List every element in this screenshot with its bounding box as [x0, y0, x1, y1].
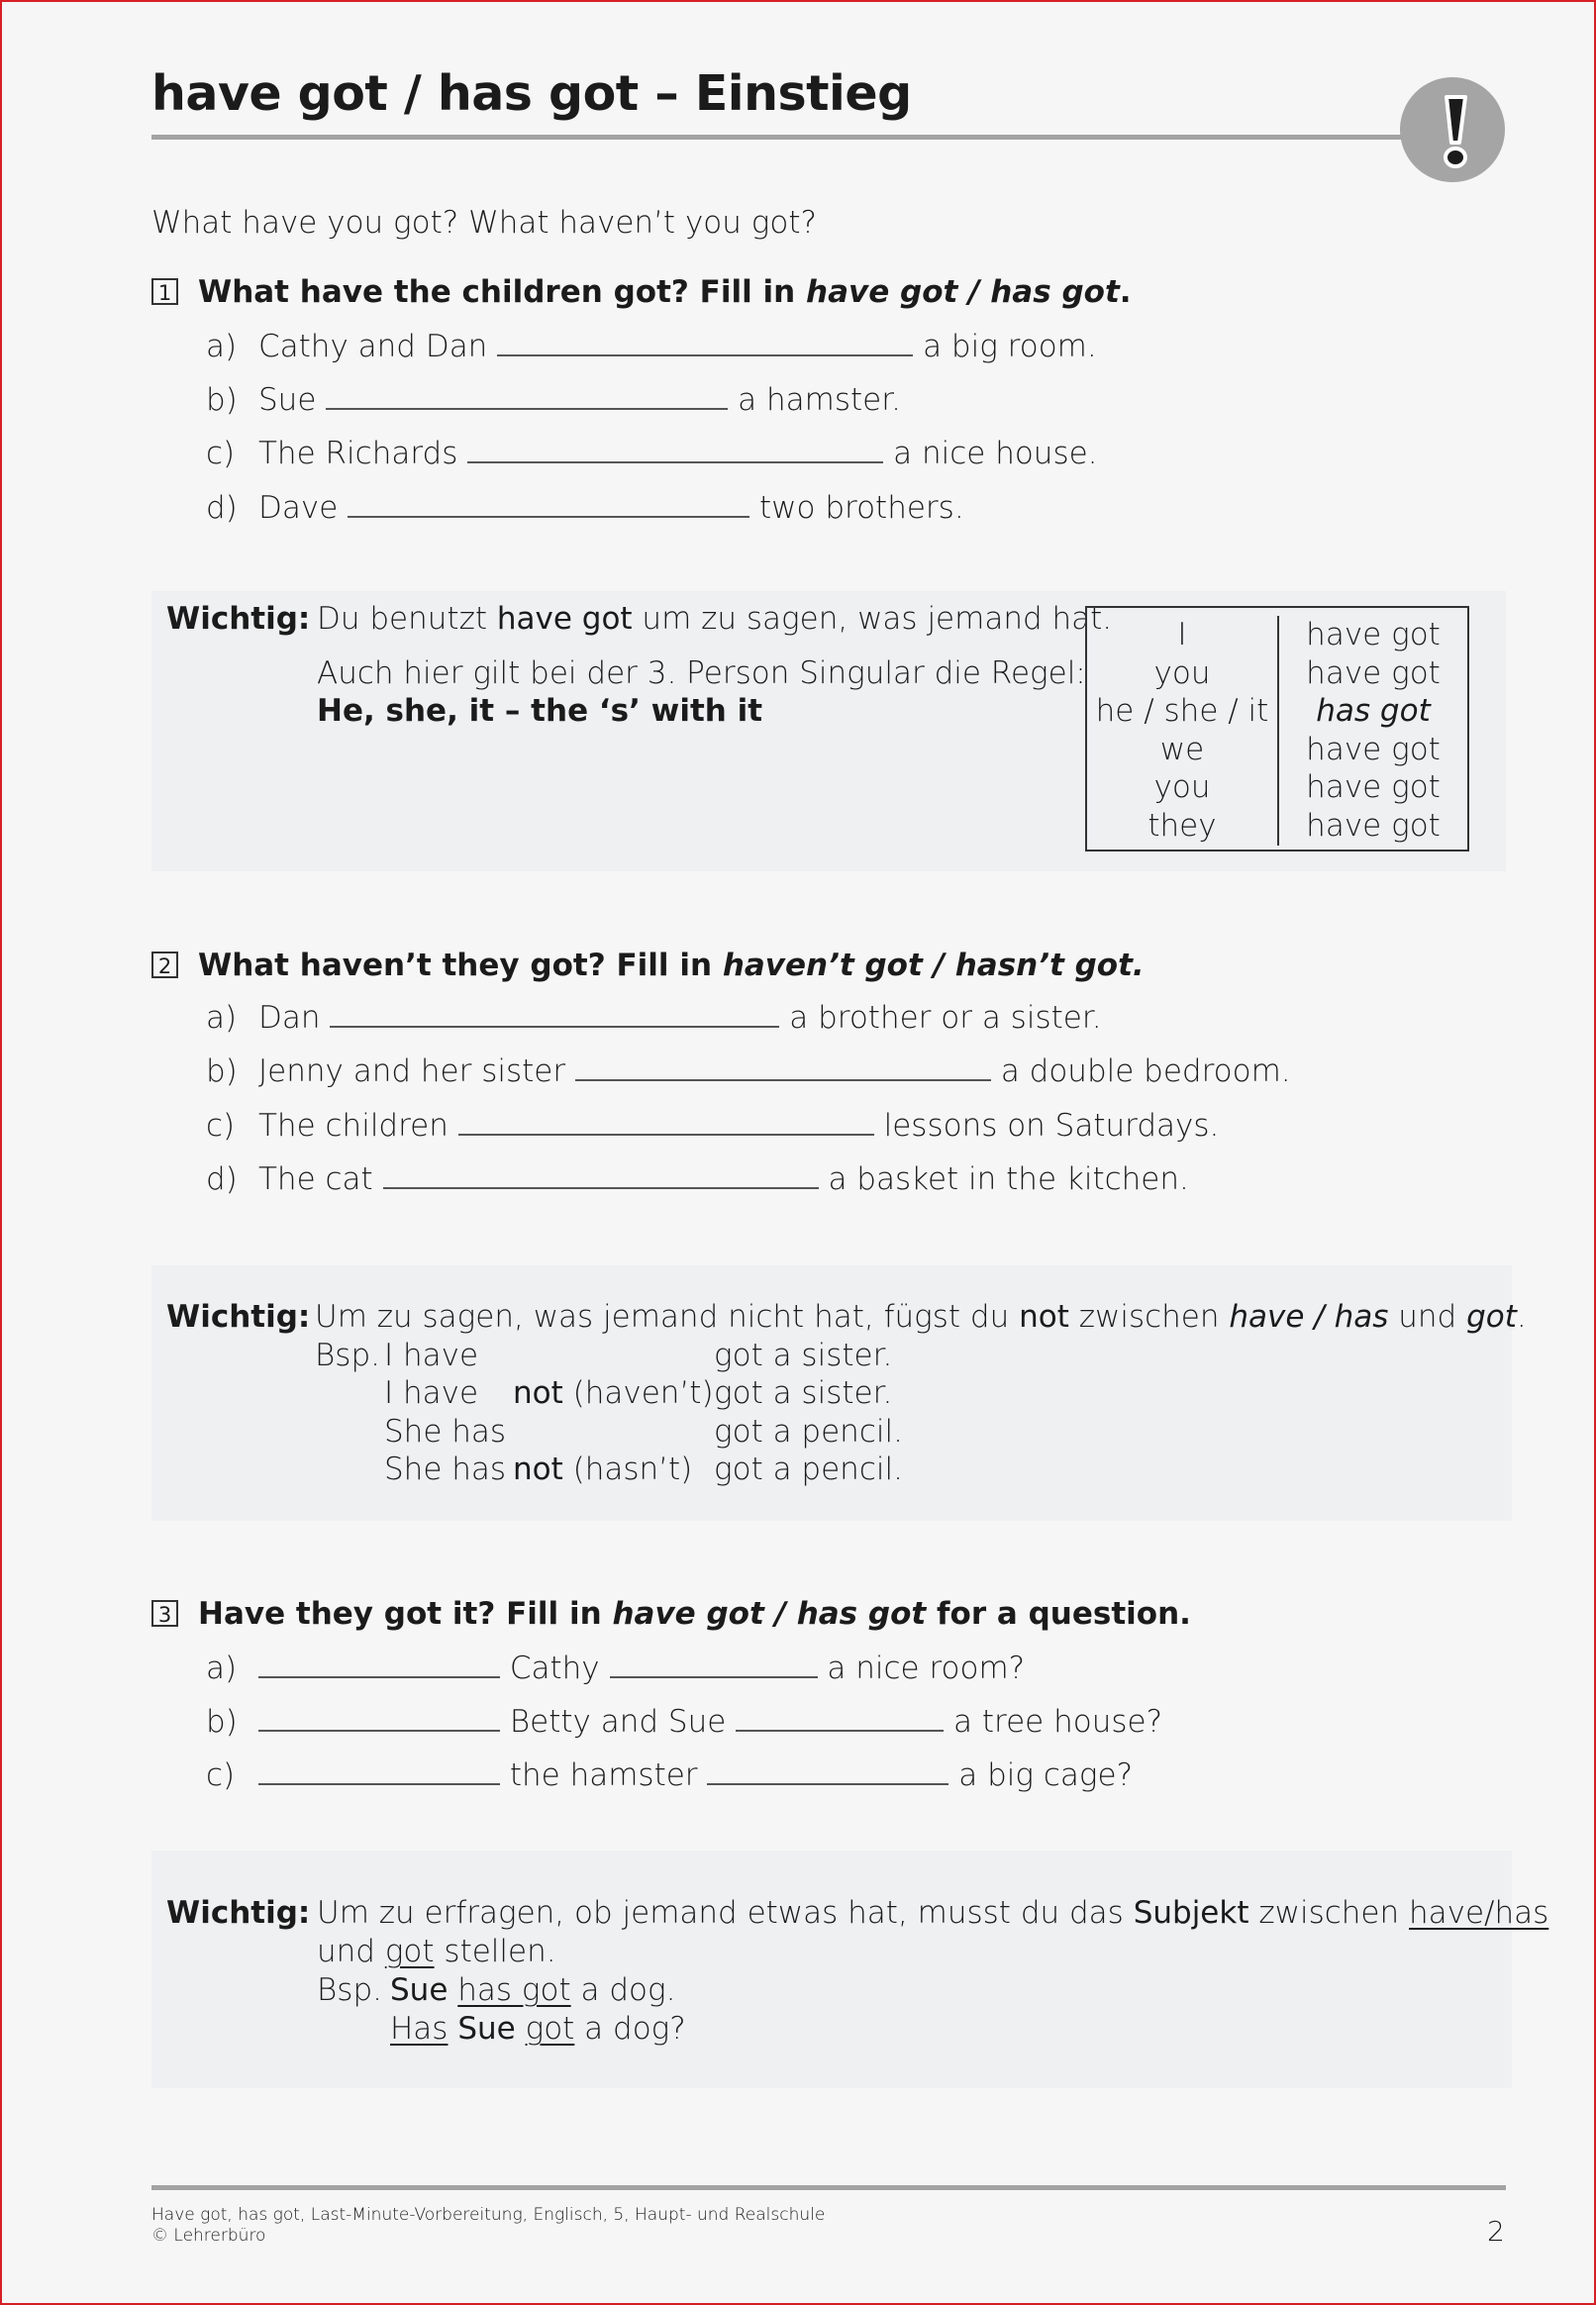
- text: um zu sagen, was jemand hat.: [632, 601, 1113, 637]
- verb-part: got: [1370, 693, 1431, 730]
- answer-blank[interactable]: [575, 1057, 991, 1081]
- item-letter: d): [206, 1161, 238, 1197]
- italic-text: got: [1466, 1299, 1517, 1335]
- task3-item-b: [206, 1704, 1163, 1740]
- box1-line2: Auch hier gilt bei der 3. Person Singular die Regel:: [317, 655, 1086, 691]
- box1-label: Wichtig:: [166, 601, 311, 637]
- item-letter: b): [206, 1053, 238, 1089]
- bold-text: Sue: [390, 1972, 449, 2008]
- conjugation-table: [1085, 606, 1469, 852]
- item-letter: a): [206, 329, 238, 364]
- item-after: a hamster.: [738, 382, 901, 418]
- verb-cell: [1278, 692, 1467, 731]
- item-middle: Cathy: [509, 1651, 600, 1686]
- item-before: Sue: [258, 382, 317, 418]
- task1-heading-italic: have got / has got: [806, 274, 1120, 310]
- box2-row-2-rest: got a pencil.: [714, 1414, 903, 1450]
- underlined-text: got: [525, 2011, 575, 2047]
- bold-text: not: [1019, 1299, 1069, 1335]
- answer-blank[interactable]: [610, 1654, 818, 1678]
- intro-text: What have you got? What haven’t you got?: [151, 205, 817, 241]
- verb-part-bold: s: [1353, 693, 1371, 730]
- box3-example-1: [390, 1972, 676, 2008]
- box2-row-3-neg: [513, 1454, 692, 1485]
- pronoun-cell: you: [1087, 768, 1278, 807]
- box2-row-1-rest: got a sister.: [714, 1375, 893, 1411]
- box3-bsp-label: Bsp.: [317, 1972, 382, 2008]
- text: Um zu sagen, was jemand nicht hat, fügst du: [315, 1299, 1020, 1335]
- box3-line2: [317, 1934, 556, 1969]
- task1-heading: [151, 274, 1132, 310]
- footer-line2: © Lehrerbüro: [151, 2226, 266, 2246]
- answer-blank[interactable]: [258, 1761, 500, 1785]
- italic-text: have / has: [1229, 1299, 1389, 1335]
- item-after: two brothers.: [759, 490, 964, 526]
- item-after: a basket in the kitchen.: [828, 1161, 1189, 1197]
- task1-item-b: [206, 382, 901, 418]
- page-title: have got / has got – Einstieg: [151, 65, 912, 122]
- task1-item-c: [206, 436, 1098, 471]
- table-row: [1087, 654, 1467, 693]
- task3-item-a: [206, 1651, 1026, 1686]
- text: (haven’t): [562, 1375, 714, 1411]
- pronoun-cell: he / she / it: [1087, 692, 1278, 731]
- footer-divider: [151, 2185, 1506, 2190]
- box3-example-2: [390, 2011, 686, 2047]
- item-after: a double bedroom.: [1000, 1053, 1291, 1089]
- underlined-text: have/has: [1409, 1895, 1549, 1931]
- answer-blank[interactable]: [497, 333, 913, 356]
- task1-heading-text: What have the children got? Fill in: [198, 274, 806, 310]
- text: und: [317, 1934, 385, 1969]
- item-before: Dave: [258, 490, 339, 526]
- box2-bsp-label: Bsp.: [315, 1338, 380, 1373]
- table-row: [1087, 731, 1467, 769]
- bold-text: Subjekt: [1133, 1895, 1249, 1931]
- item-letter: a): [206, 1651, 238, 1686]
- box2-row-2-subject: She has: [384, 1414, 507, 1450]
- verb-cell: have got: [1306, 807, 1441, 844]
- pronoun-cell: we: [1087, 731, 1278, 769]
- task3-heading: [151, 1596, 1191, 1632]
- box2-row-0-rest: got a sister.: [714, 1338, 893, 1373]
- box1-line3: He, she, it – the ‘s’ with it: [317, 693, 763, 729]
- task2-heading-text: What haven’t they got? Fill in: [198, 948, 723, 983]
- item-letter: c): [206, 1757, 236, 1793]
- task3-heading-end: for a question.: [926, 1596, 1191, 1632]
- item-after: lessons on Saturdays.: [883, 1108, 1220, 1144]
- text: Du benutzt: [317, 601, 497, 637]
- underlined-text: got: [384, 1934, 435, 1969]
- bold-text: not: [513, 1375, 563, 1411]
- box2-row-1-subject: I have: [384, 1375, 479, 1411]
- box2-line1: [315, 1299, 1527, 1335]
- bold-text: not: [513, 1452, 563, 1487]
- task2-item-a: [206, 1000, 1102, 1036]
- box2-label: Wichtig:: [166, 1299, 311, 1335]
- verb-part: ha: [1316, 693, 1354, 730]
- task2-number: 2: [151, 952, 178, 978]
- answer-blank[interactable]: [736, 1708, 944, 1732]
- text: a dog.: [570, 1972, 676, 2008]
- text: stellen.: [434, 1934, 556, 1969]
- item-after: a big room.: [923, 329, 1097, 364]
- pronoun-cell: I: [1087, 616, 1278, 654]
- title-divider: [151, 135, 1407, 140]
- item-letter: a): [206, 1000, 238, 1036]
- answer-blank[interactable]: [326, 386, 728, 410]
- item-middle: the hamster: [509, 1757, 698, 1793]
- text: (hasn’t): [562, 1452, 693, 1487]
- text: Um zu erfragen, ob jemand etwas hat, musst du das: [317, 1895, 1134, 1931]
- answer-blank[interactable]: [383, 1165, 819, 1189]
- item-after: a tree house?: [953, 1704, 1163, 1740]
- task1-heading-end: .: [1119, 274, 1132, 310]
- answer-blank[interactable]: [348, 494, 749, 518]
- item-before: The Richards: [258, 436, 458, 471]
- task2-item-b: [206, 1053, 1291, 1089]
- answer-blank[interactable]: [467, 440, 883, 463]
- page-number: 2: [1487, 2215, 1505, 2248]
- verb-cell: have got: [1306, 617, 1441, 652]
- text: a dog?: [574, 2011, 686, 2047]
- table-row: [1087, 807, 1467, 846]
- task3-number: 3: [151, 1600, 178, 1627]
- table-row: [1087, 692, 1467, 731]
- task1-number: 1: [151, 278, 178, 305]
- bold-text: Sue: [457, 2011, 516, 2047]
- exclamation-icon: [1400, 77, 1505, 182]
- box2-row-3-rest: got a pencil.: [714, 1452, 903, 1487]
- item-letter: b): [206, 382, 238, 418]
- text: und: [1388, 1299, 1467, 1335]
- info-box-3: [151, 1851, 1512, 2088]
- item-letter: b): [206, 1704, 238, 1740]
- item-after: a nice house.: [893, 436, 1098, 471]
- box2-row-1-neg: [513, 1375, 714, 1411]
- footer-line1: Have got, has got, Last-Minute-Vorbereitung, Englisch, 5, Haupt- und Realschule: [151, 2205, 826, 2225]
- underlined-text: has got: [457, 1972, 571, 2008]
- item-before: The cat: [258, 1161, 373, 1197]
- task2-heading: [151, 948, 1145, 983]
- task3-item-c: [206, 1757, 1134, 1793]
- answer-blank[interactable]: [258, 1708, 500, 1732]
- text: zwischen: [1068, 1299, 1230, 1335]
- task1-item-d: [206, 490, 964, 526]
- answer-blank[interactable]: [258, 1654, 500, 1678]
- bold-text: have got: [496, 601, 633, 637]
- box2-row-3-subject: She has: [384, 1452, 507, 1487]
- box3-line1: [317, 1895, 1549, 1931]
- task3-heading-text: Have they got it? Fill in: [198, 1596, 613, 1632]
- verb-cell: have got: [1306, 769, 1441, 806]
- item-after: a big cage?: [958, 1757, 1134, 1793]
- pronoun-cell: they: [1087, 807, 1278, 846]
- box2-row-0-subject: I have: [384, 1338, 479, 1373]
- verb-cell: have got: [1306, 654, 1441, 691]
- item-letter: d): [206, 490, 238, 526]
- item-letter: c): [206, 436, 236, 471]
- item-before: Jenny and her sister: [258, 1053, 566, 1089]
- text: zwischen: [1248, 1895, 1409, 1931]
- task2-item-d: [206, 1161, 1189, 1197]
- underlined-text: Has: [390, 2011, 449, 2047]
- box1-line1: [317, 601, 1113, 637]
- task3-heading-italic: have got / has got: [612, 1596, 927, 1632]
- verb-cell: have got: [1306, 731, 1441, 767]
- answer-blank[interactable]: [330, 1004, 779, 1028]
- table-row: [1087, 616, 1467, 654]
- answer-blank[interactable]: [458, 1112, 874, 1136]
- item-middle: Betty and Sue: [509, 1704, 727, 1740]
- item-before: Cathy and Dan: [258, 329, 488, 364]
- item-letter: c): [206, 1108, 236, 1144]
- task1-item-a: [206, 329, 1097, 364]
- pronoun-cell: you: [1087, 654, 1278, 693]
- table-row: [1087, 768, 1467, 807]
- item-before: The children: [258, 1108, 449, 1144]
- item-before: Dan: [258, 1000, 321, 1036]
- item-after: a nice room?: [827, 1651, 1026, 1686]
- answer-blank[interactable]: [707, 1761, 948, 1785]
- item-after: a brother or a sister.: [789, 1000, 1102, 1036]
- box3-label: Wichtig:: [166, 1895, 311, 1931]
- task2-item-c: [206, 1108, 1220, 1144]
- text: .: [1516, 1299, 1527, 1335]
- task2-heading-italic: haven’t got / hasn’t got.: [722, 948, 1145, 983]
